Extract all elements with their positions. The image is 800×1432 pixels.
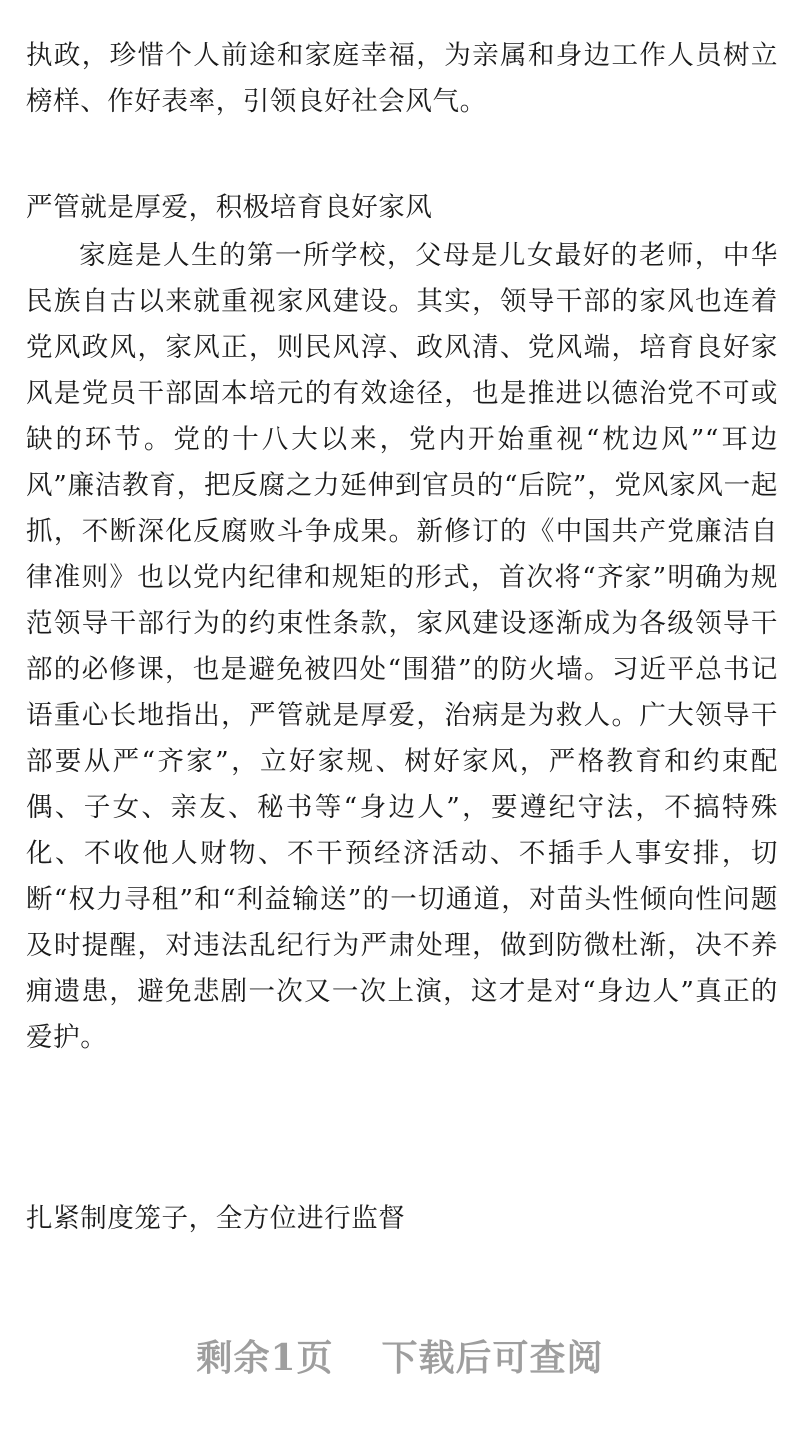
section1-heading: 严管就是厚爱，积极培育良好家风 [26, 192, 433, 223]
intro-paragraph: 执政，珍惜个人前途和家庭幸福，为亲属和身边工作人员树立榜样、作好表率，引领良好社会风气。 [26, 40, 778, 117]
section2 [26, 1196, 778, 1242]
section1 [26, 185, 778, 231]
remaining-pages-label[interactable]: 剩余1页 [196, 1337, 334, 1379]
download-to-view-label[interactable]: 下载后可查阅 [381, 1337, 604, 1379]
download-banner[interactable] [0, 1330, 800, 1381]
section1-body: 家庭是人生的第一所学校，父母是儿女最好的老师，中华民族自古以来就重视家风建设。其实，领导干部的家风也连着党风政风，家风正，则民风淳、政风清、党风端，培育良好家风是党员干部固本培元的有效途径，也是推进以德治党不可或缺的环节。党的十八大以来，党内开始重视“枕边风”“耳边风”廉洁教育，把反腐之力延伸到官员的“后院”，党风家风一起抓，不断深化反腐败斗争成果。新修订的《中国共产党廉洁自律准则》也以党内纪律和规矩的形式，首次将“齐家”明确为规范领导干部行为的约束性条款，家风建设逐渐成为各级领导干部的必修课，也是避免被四处“围猎”的防火墙。习近平总书记语重心长地指出，严管就是厚爱，治病是为救人。广大领导干部要从严“齐家”，立好家规、树好家风，严格教育和约束配偶、子女、亲友、秘书等“身边人”，要遵纪守法，不搞特殊化、不收他人财物、不干预经济活动、不插手人事安排，切断“权力寻租”和“利益输送”的一切通道，对苗头性倾向性问题及时提醒，对违法乱纪行为严肃处理，做到防微杜渐，决不养痈遗患，避免悲剧一次又一次上演，这才是对“身边人”真正的爱护。 [26, 240, 778, 1053]
section1-body-block [26, 233, 778, 1061]
intro-section [26, 33, 778, 125]
section2-heading: 扎紧制度笼子，全方位进行监督 [26, 1203, 406, 1234]
